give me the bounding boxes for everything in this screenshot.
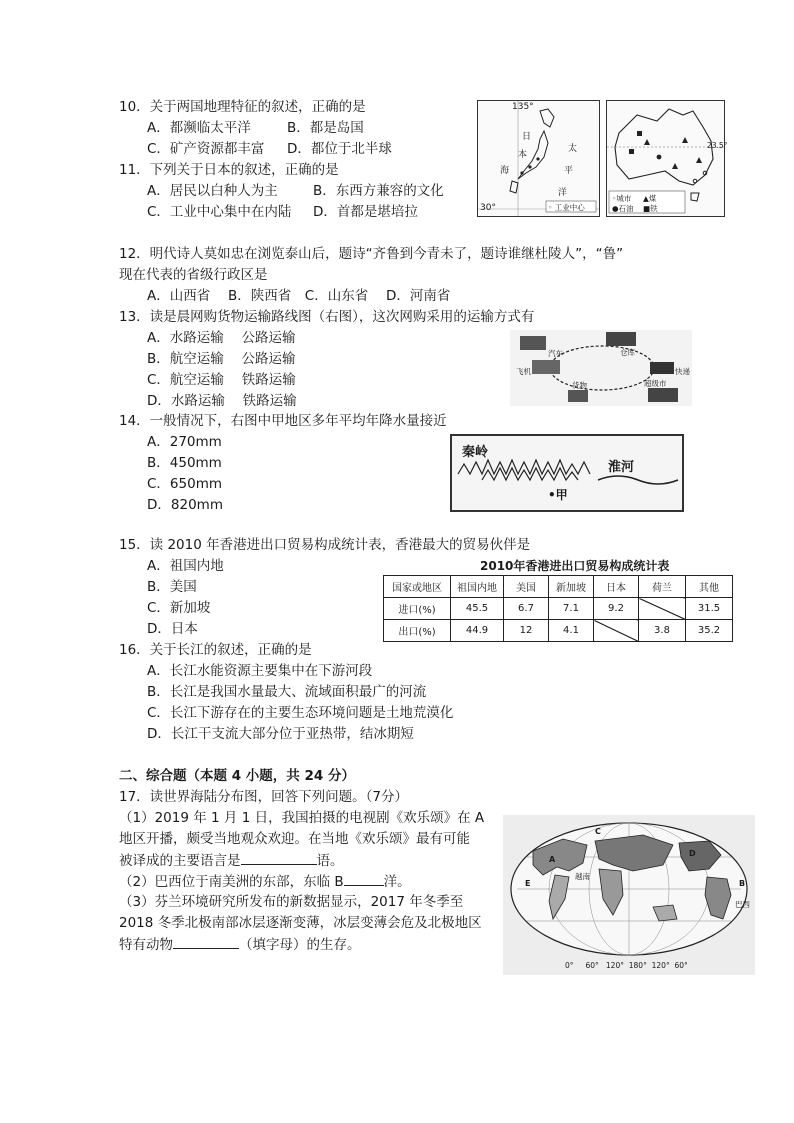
q16-stem: 16．关于长江的叙述，正确的是 bbox=[119, 642, 312, 658]
world-map-figure bbox=[503, 815, 755, 975]
japan-label-ping: 平 bbox=[564, 166, 574, 176]
q10-option-b[interactable]: B．都是岛国 bbox=[287, 120, 364, 136]
lon-label: 120° bbox=[651, 961, 670, 970]
q17-part2 bbox=[119, 871, 411, 893]
map-label-yuenan: 越南 bbox=[575, 872, 590, 881]
trade-header-cell: 祖国内地 bbox=[451, 576, 504, 598]
japan-label-hai: 海 bbox=[500, 166, 510, 176]
q17-stem: 17．读世界海陆分布图，回答下列问题。（7分） bbox=[119, 789, 409, 805]
trade-header-cell: 日本 bbox=[594, 576, 639, 598]
q10-option-a[interactable]: A．都濒临太平洋 bbox=[147, 120, 251, 136]
japan-legend: ◦ 工业中心 bbox=[548, 203, 585, 212]
q13-stem: 13．读是晨网购货物运输路线图（右图），这次网购采用的运输方式有 bbox=[119, 309, 535, 325]
trade-cell: 4.1 bbox=[549, 620, 594, 642]
q10-option-d[interactable]: D．都位于北半球 bbox=[287, 141, 392, 157]
q17-part3-suffix: （填字母）的生存。 bbox=[239, 937, 361, 953]
trade-cell: 31.5 bbox=[686, 598, 733, 620]
q11-option-a[interactable]: A．居民以白种人为主 bbox=[147, 183, 278, 199]
trade-header-cell: 荷兰 bbox=[639, 576, 686, 598]
q12-options[interactable]: A．山西省 B．陕西省 C．山东省 D．河南省 bbox=[147, 288, 451, 304]
map-longitude-labels bbox=[565, 961, 688, 970]
q16-option-a[interactable]: A．长江水能资源主要集中在下游河段 bbox=[147, 663, 373, 679]
route-label-car: 汽车 bbox=[548, 349, 563, 358]
trade-table-title: 2010年香港进出口贸易构成统计表 bbox=[480, 559, 670, 573]
q11-stem: 11．下列关于日本的叙述，正确的是 bbox=[119, 162, 339, 178]
q14-option-b[interactable]: B．450mm bbox=[147, 455, 222, 471]
q17-part1-text: 被译成的主要语言是 bbox=[119, 853, 241, 869]
q17-part1-line2: 地区开播，颇受当地观众欢迎。在当地《欢乐颂》最有可能 bbox=[119, 831, 470, 847]
q13-option-b[interactable]: B．航空运输 公路运输 bbox=[147, 351, 296, 367]
japan-lat-label: 30° bbox=[480, 203, 496, 213]
q14-option-c[interactable]: C．650mm bbox=[147, 476, 222, 492]
australia-legend-city: ◦城市 bbox=[612, 194, 632, 203]
huaihe-label: 淮河 bbox=[608, 460, 635, 475]
q16-option-c[interactable]: C．长江下游存在的主要生态环境问题是土地荒漠化 bbox=[147, 705, 454, 721]
map-label-c: C bbox=[595, 827, 601, 836]
qinling-label: 秦岭 bbox=[462, 445, 489, 460]
map-label-b: B bbox=[739, 879, 746, 888]
map-label-a: A bbox=[549, 855, 556, 864]
trade-cell: 44.9 bbox=[451, 620, 504, 642]
route-label-warehouse: 仓库 bbox=[620, 348, 635, 357]
q11-option-d[interactable]: D．首都是堪培拉 bbox=[313, 204, 418, 220]
q15-option-a[interactable]: A．祖国内地 bbox=[147, 558, 224, 574]
lon-label: 180° bbox=[628, 961, 647, 970]
shipping-route-figure bbox=[510, 330, 692, 406]
q13-option-d[interactable]: D．水路运输 铁路运输 bbox=[147, 393, 297, 409]
q11-option-c[interactable]: C．工业中心集中在内陆 bbox=[147, 204, 292, 220]
q10-option-c[interactable]: C．矿产资源都丰富 bbox=[147, 141, 265, 157]
trade-row-label: 进口(%) bbox=[384, 598, 451, 620]
lon-label: 120° bbox=[605, 961, 624, 970]
q14-stem: 14．一般情况下，右图中甲地区多年平均年降水量接近 bbox=[119, 413, 447, 429]
map-label-brazil: 巴西 bbox=[735, 900, 750, 909]
japan-label-ri: 日 bbox=[522, 132, 532, 142]
q17-part3-line3 bbox=[119, 934, 361, 956]
route-label-supermarket: 超级市 bbox=[644, 379, 667, 388]
trade-header-cell: 美国 bbox=[504, 576, 549, 598]
q14-option-d[interactable]: D．820mm bbox=[147, 497, 223, 513]
trade-table bbox=[383, 575, 733, 642]
section2-title: 二、综合题（本题 4 小题，共 24 分） bbox=[119, 768, 355, 784]
route-label-plane: 飞机 bbox=[516, 367, 531, 376]
q10-stem: 10．关于两国地理特征的叙述，正确的是 bbox=[119, 99, 366, 115]
q17-part3-line2: 2018 冬季北极南部冰层逐渐变薄，冰层变薄会危及北极地区 bbox=[119, 915, 482, 931]
lon-label: 0° bbox=[565, 961, 574, 970]
q17-part1-line1: （1）2019 年 1 月 1 日，我国拍摄的电视剧《欢乐颂》在 A bbox=[119, 810, 485, 826]
q17-part3-blank[interactable] bbox=[173, 934, 239, 949]
q17-part2-text: （2）巴西位于南美洲的东部，东临 B bbox=[119, 874, 344, 890]
lon-label: 60° bbox=[585, 961, 599, 970]
trade-table-import-row bbox=[384, 598, 733, 620]
q16-option-b[interactable]: B．长江是我国水量最大、流域面积最广的河流 bbox=[147, 684, 427, 700]
australia-map-figure bbox=[606, 100, 728, 217]
q11-option-b[interactable]: B．东西方兼容的文化 bbox=[313, 183, 444, 199]
australia-legend-oil: ●石油 bbox=[612, 204, 634, 213]
q13-option-a[interactable]: A．水路运输 公路运输 bbox=[147, 330, 296, 346]
trade-table-header-row bbox=[384, 576, 733, 598]
trade-table-export-row bbox=[384, 620, 733, 642]
q12-stem: 12．明代诗人莫如忠在浏览泰山后，题诗“齐鲁到今青未了，题诗谁继杜陵人”，“鲁” bbox=[119, 246, 624, 262]
qinling-huaihe-figure bbox=[450, 434, 684, 512]
japan-label-yang: 洋 bbox=[558, 188, 568, 198]
q17-part1-line3 bbox=[119, 850, 344, 872]
q17-part3-text: 特有动物 bbox=[119, 937, 173, 953]
route-label-goods: 货物 bbox=[572, 381, 587, 390]
q14-option-a[interactable]: A．270mm bbox=[147, 434, 222, 450]
japan-lon-label: 135° bbox=[512, 102, 534, 112]
route-label-express: 快递 bbox=[675, 367, 690, 376]
trade-cell: 3.8 bbox=[639, 620, 686, 642]
q15-option-c[interactable]: C．新加坡 bbox=[147, 600, 211, 616]
australia-legend-iron: ■铁 bbox=[643, 204, 658, 213]
trade-cell-empty bbox=[594, 620, 639, 642]
point-jia-label: •甲 bbox=[548, 488, 568, 502]
trade-header-cell: 新加坡 bbox=[549, 576, 594, 598]
trade-row-label: 出口(%) bbox=[384, 620, 451, 642]
australia-legend-coal: ▲煤 bbox=[643, 194, 657, 203]
q17-part2-blank[interactable] bbox=[344, 871, 384, 886]
q12-stem-line2: 现在代表的省级行政区是 bbox=[119, 267, 268, 283]
map-label-e: E bbox=[525, 879, 531, 888]
trade-cell-empty bbox=[639, 598, 686, 620]
australia-tropic-label: 23.5° bbox=[707, 141, 728, 150]
trade-header-cell: 其他 bbox=[686, 576, 733, 598]
japan-label-ben: 本 bbox=[518, 150, 528, 160]
map-label-d: D bbox=[689, 849, 696, 858]
trade-cell: 6.7 bbox=[504, 598, 549, 620]
q17-part1-suffix: 语。 bbox=[316, 853, 344, 869]
trade-cell: 12 bbox=[504, 620, 549, 642]
trade-cell: 45.5 bbox=[451, 598, 504, 620]
q17-part1-blank[interactable] bbox=[241, 850, 317, 865]
japan-label-tai: 太 bbox=[568, 144, 578, 154]
lon-label: 60° bbox=[674, 961, 688, 970]
q15-option-d[interactable]: D．日本 bbox=[147, 621, 198, 637]
q15-option-b[interactable]: B．美国 bbox=[147, 579, 197, 595]
q16-option-d[interactable]: D．长江干支流大部分位于亚热带，结冰期短 bbox=[147, 726, 414, 742]
q17-part3-line1: （3）芬兰环境研究所发布的新数据显示，2017 年冬季至 bbox=[119, 894, 464, 910]
q17-part2-suffix: 洋。 bbox=[383, 874, 411, 890]
q15-stem: 15．读 2010 年香港进出口贸易构成统计表，香港最大的贸易伙伴是 bbox=[119, 537, 531, 553]
trade-cell: 35.2 bbox=[686, 620, 733, 642]
trade-header-cell: 国家或地区 bbox=[384, 576, 451, 598]
trade-cell: 7.1 bbox=[549, 598, 594, 620]
japan-map-figure bbox=[477, 100, 600, 217]
q13-option-c[interactable]: C．航空运输 铁路运输 bbox=[147, 372, 296, 388]
trade-cell: 9.2 bbox=[594, 598, 639, 620]
